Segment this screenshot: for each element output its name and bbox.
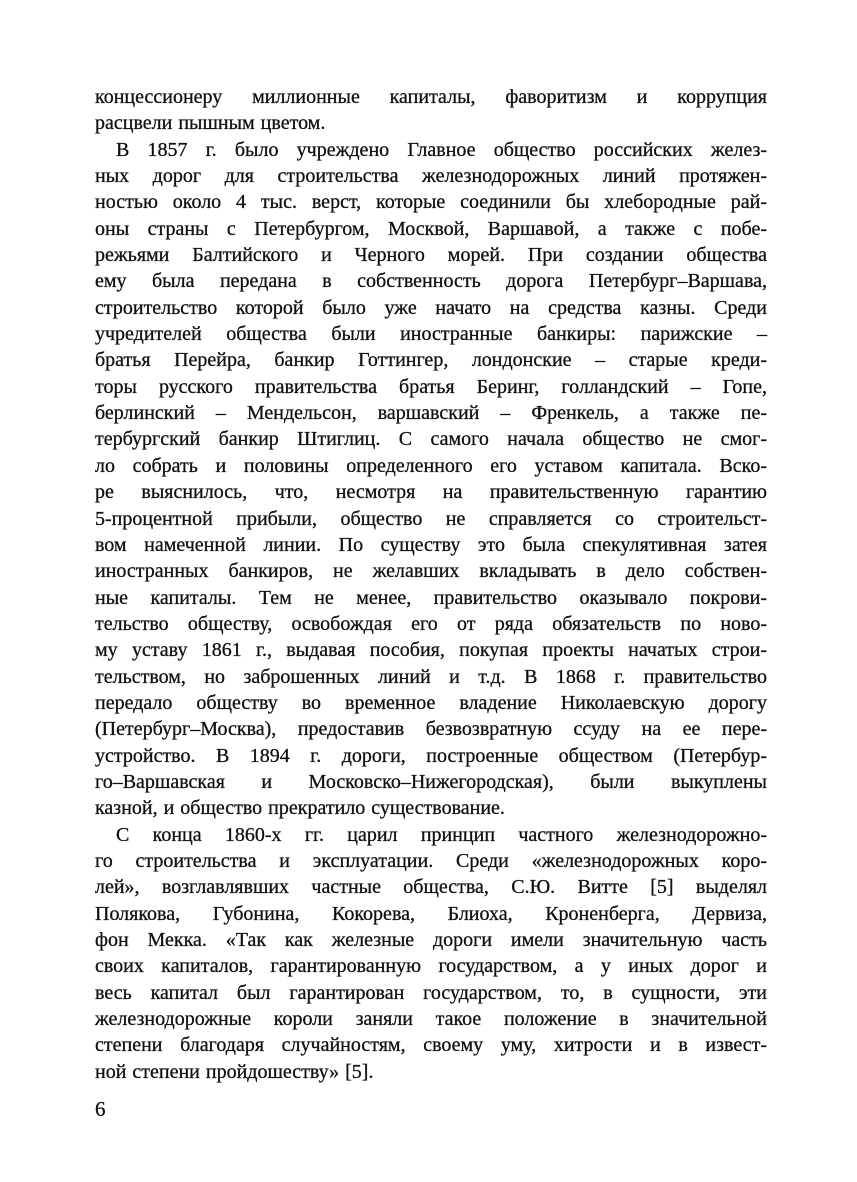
text-line: ре выяснилось, что, несмотря на правительственную гарантию xyxy=(95,481,767,504)
text-line: передало обществу во временное владение Николаевскую дорогу xyxy=(95,691,767,714)
text-line: устройство. В 1894 г. дороги, построенные обществом (Петербур- xyxy=(95,744,767,767)
page-text xyxy=(95,84,767,1085)
text-line: своих капиталов, гарантированную государством, а у иных дорог и xyxy=(95,955,767,978)
text-line: ных дорог для строительства железнодорожных линий протяжен- xyxy=(95,165,767,188)
text-line: учредителей общества были иностранные банкиры: парижские – xyxy=(95,323,767,346)
text-line: весь капитал был гарантирован государством, то, в сущности, эти xyxy=(95,981,767,1004)
paragraph xyxy=(95,137,767,822)
text-line: лей», возглавлявших частные общества, С.Ю. Витте [5] выделял xyxy=(95,876,767,899)
text-line: го строительства и эксплуатации. Среди «железнодорожных коро- xyxy=(95,849,767,872)
text-line: тербургский банкир Штиглиц. С самого начала общество не смог- xyxy=(95,428,767,451)
text-line: (Петербург–Москва), предоставив безвозвратную ссуду на ее пере- xyxy=(95,718,767,741)
text-line: берлинский – Мендельсон, варшавский – Френкель, а также пе- xyxy=(95,402,767,425)
text-line: иностранных банкиров, не желавших вкладывать в дело собствен- xyxy=(95,560,767,583)
text-line: строительство которой было уже начато на средства казны. Среди xyxy=(95,296,767,319)
text-line: братья Перейра, банкир Готтингер, лондонские – старые креди- xyxy=(95,349,767,372)
text-line: фон Мекка. «Так как железные дороги имели значительную часть xyxy=(95,929,767,951)
text-line: ностью около 4 тыс. верст, которые соединили бы хлебородные рай- xyxy=(95,191,767,214)
text-line: торы русского правительства братья Беринг, голландский – Гопе, xyxy=(95,375,767,398)
text-line: В 1857 г. было учреждено Главное общество российских желез- xyxy=(116,138,767,161)
text-line: степени благодаря случайностям, своему уму, хитрости и в извест- xyxy=(95,1034,767,1057)
text-line: тельство обществу, освобождая его от ряда обязательств по ново- xyxy=(95,612,767,635)
text-line: С конца 1860-х гг. царил принцип частного железнодорожно- xyxy=(116,823,767,846)
text-line: ло собрать и половины определенного его уставом капитала. Вско- xyxy=(95,454,767,477)
page-number: 6 xyxy=(95,1097,106,1121)
paragraph xyxy=(95,822,767,1085)
text-line: го–Варшавская и Московско–Нижегородская), были выкуплены xyxy=(95,770,767,793)
paragraph xyxy=(95,84,767,137)
text-line: 5-процентной прибыли, общество не справляется со строительст- xyxy=(95,507,767,530)
text-line: казной, и общество прекратило существование. xyxy=(95,797,505,820)
text-line: железнодорожные короли заняли такое положение в значительной xyxy=(95,1008,767,1031)
text-line: вом намеченной линии. По существу это была спекулятивная затея xyxy=(95,533,767,556)
text-line: ему была передана в собственность дорога Петербург–Варшава, xyxy=(95,270,767,293)
text-line: концессионеру миллионные капиталы, фаворитизм и коррупция xyxy=(95,86,767,108)
text-line: ные капиталы. Тем не менее, правительство оказывало покрови- xyxy=(95,586,767,609)
text-line: тельством, но заброшенных линий и т.д. В 1868 г. правительство xyxy=(95,665,767,688)
text-line: му уставу 1861 г., выдавая пособия, покупая проекты начатых строи- xyxy=(95,639,767,662)
text-line: расцвели пышным цветом. xyxy=(95,112,326,135)
text-line: режьями Балтийского и Черного морей. При создании общества xyxy=(95,244,767,267)
text-line: оны страны с Петербургом, Москвой, Варшавой, а также с побе- xyxy=(95,217,767,240)
text-line: ной степени пройдошеству» [5]. xyxy=(95,1060,374,1083)
text-line: Полякова, Губонина, Кокорева, Блиоха, Кроненберга, Дервиза, xyxy=(95,902,767,925)
